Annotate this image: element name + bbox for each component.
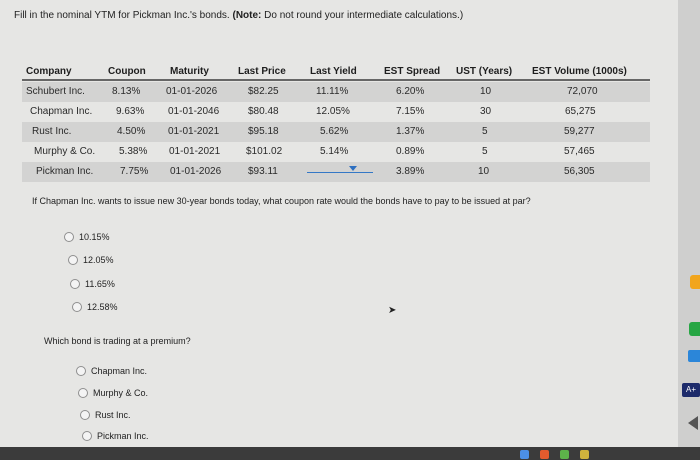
header-est-spread: EST Spread xyxy=(384,66,441,77)
cell-last-price: $80.48 xyxy=(248,106,279,117)
q1-option[interactable] xyxy=(64,232,110,242)
cell-ust-years: 5 xyxy=(482,126,488,137)
cell-coupon: 4.50% xyxy=(117,126,146,137)
cell-last-price: $82.25 xyxy=(248,86,279,97)
q1-option-label: 11.65% xyxy=(85,279,115,289)
cell-maturity: 01-01-2026 xyxy=(166,86,218,97)
q2-option-label: Pickman Inc. xyxy=(97,431,149,441)
cell-last-price: $95.18 xyxy=(248,126,279,137)
cell-last-yield: 12.05% xyxy=(316,106,350,117)
cell-est-spread: 6.20% xyxy=(396,86,425,97)
cell-ust-years: 10 xyxy=(480,86,492,97)
radio-button-icon[interactable] xyxy=(80,410,90,420)
cell-est-volume: 59,277 xyxy=(564,126,595,137)
cell-company: Pickman Inc. xyxy=(36,166,94,177)
cell-est-volume: 56,305 xyxy=(564,166,595,177)
q2-option-label: Rust Inc. xyxy=(95,410,131,420)
font-size-badge[interactable]: A+ xyxy=(682,383,700,397)
cell-ust-years: 10 xyxy=(478,166,490,177)
cell-company: Chapman Inc. xyxy=(30,106,93,117)
cell-est-spread: 3.89% xyxy=(396,166,425,177)
cell-last-yield: 11.11% xyxy=(316,86,349,97)
app-icon[interactable] xyxy=(689,322,700,336)
cell-last-yield: 5.14% xyxy=(320,146,349,157)
q2-option[interactable] xyxy=(82,431,149,441)
question-1-text: If Chapman Inc. wants to issue new 30-year bonds today, what coupon rate would the bonds have to pay to be issued at par? xyxy=(32,196,531,206)
q1-option-label: 10.15% xyxy=(79,232,110,242)
question-2-text: Which bond is trading at a premium? xyxy=(44,336,191,346)
q2-option[interactable] xyxy=(78,388,148,398)
radio-button-icon[interactable] xyxy=(78,388,88,398)
cell-est-volume: 72,070 xyxy=(567,86,598,97)
app-icon[interactable] xyxy=(690,275,700,289)
cell-maturity: 01-01-2021 xyxy=(169,146,221,157)
taskbar-app-icon[interactable] xyxy=(580,450,589,459)
header-company: Company xyxy=(26,66,72,77)
q2-option[interactable] xyxy=(80,410,131,420)
taskbar-app-icon[interactable] xyxy=(520,450,529,459)
q1-option-label: 12.05% xyxy=(83,255,114,265)
cell-est-volume: 57,465 xyxy=(564,146,595,157)
cell-est-volume: 65,275 xyxy=(565,106,596,117)
q1-option[interactable] xyxy=(70,279,115,289)
radio-button-icon[interactable] xyxy=(72,302,82,312)
q2-option[interactable] xyxy=(76,366,147,376)
cell-maturity: 01-01-2026 xyxy=(170,166,222,177)
cell-coupon: 9.63% xyxy=(116,106,145,117)
header-last-yield: Last Yield xyxy=(310,66,357,77)
app-icon[interactable] xyxy=(688,350,700,362)
mouse-cursor-icon: ➤ xyxy=(388,305,397,316)
header-est-volume: EST Volume (1000s) xyxy=(532,66,627,77)
cell-company: Rust Inc. xyxy=(32,126,72,137)
table-header-rule xyxy=(22,79,650,81)
cell-coupon: 8.13% xyxy=(112,86,141,97)
cell-last-price: $93.11 xyxy=(248,166,278,177)
radio-button-icon[interactable] xyxy=(82,431,92,441)
header-maturity: Maturity xyxy=(170,66,209,77)
cell-coupon: 5.38% xyxy=(119,146,148,157)
cell-company: Schubert Inc. xyxy=(26,86,85,97)
cell-maturity: 01-01-2046 xyxy=(168,106,220,117)
radio-button-icon[interactable] xyxy=(76,366,86,376)
taskbar xyxy=(0,447,700,460)
cell-company: Murphy & Co. xyxy=(34,146,96,157)
q2-option-label: Murphy & Co. xyxy=(93,388,149,398)
cell-est-spread: 7.15% xyxy=(396,106,425,117)
cell-last-yield: 5.62% xyxy=(320,126,349,137)
ytm-answer-dropdown[interactable] xyxy=(307,172,373,173)
q1-option-label: 12.58% xyxy=(87,302,118,312)
header-coupon: Coupon xyxy=(108,66,146,77)
taskbar-app-icon[interactable] xyxy=(540,450,549,459)
radio-button-icon[interactable] xyxy=(70,279,80,289)
instruction-post: Do not round your intermediate calculations.) xyxy=(261,10,464,21)
instruction-text xyxy=(14,10,463,21)
cell-est-spread: 1.37% xyxy=(396,126,425,137)
play-icon[interactable] xyxy=(688,416,698,430)
cell-coupon: 7.75% xyxy=(120,166,149,177)
cell-maturity: 01-01-2021 xyxy=(168,126,220,137)
instruction-pre: Fill in the nominal YTM for Pickman Inc.'s bonds. xyxy=(14,10,233,21)
radio-button-icon[interactable] xyxy=(68,255,78,265)
instruction-note-label: (Note: xyxy=(232,10,262,21)
q1-option[interactable] xyxy=(68,255,114,265)
header-last-price: Last Price xyxy=(238,66,286,77)
taskbar-app-icon[interactable] xyxy=(560,450,569,459)
dropdown-arrow-icon[interactable] xyxy=(349,166,357,171)
cell-ust-years: 5 xyxy=(482,146,488,157)
cell-last-price: $101.02 xyxy=(246,146,283,157)
bond-table xyxy=(22,62,650,180)
q2-option-label: Chapman Inc. xyxy=(91,366,148,376)
header-ust-years: UST (Years) xyxy=(456,66,513,77)
cell-est-spread: 0.89% xyxy=(396,146,425,157)
radio-button-icon[interactable] xyxy=(64,232,74,242)
q1-option[interactable] xyxy=(72,302,118,312)
cell-ust-years: 30 xyxy=(480,106,492,117)
